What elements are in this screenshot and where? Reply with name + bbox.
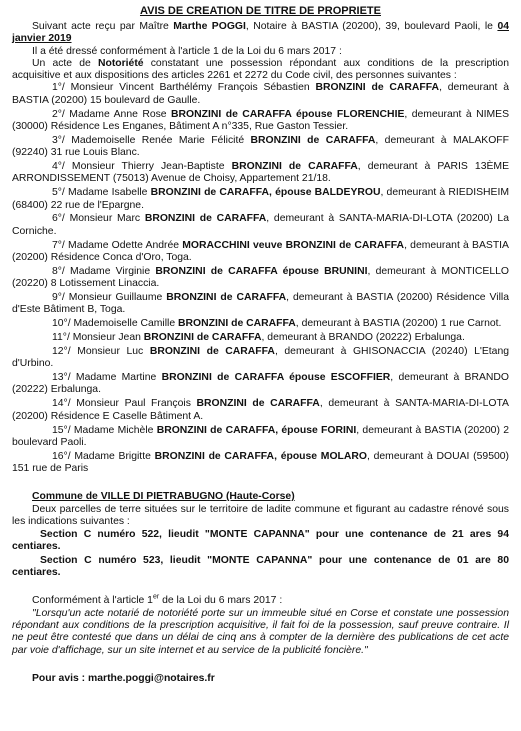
heir-address: , demeurant à DOUAI (59500) 151 rue de Paris [12,450,509,474]
heir-item [12,82,509,107]
legal-notice [12,4,509,685]
heir-address: , demeurant à BASTIA (20200) 1 rue Carnot. [295,318,502,330]
heir-address: , demeurant à BRANDO (20222) Erbalunga. [12,372,509,396]
commune-description: Deux parcelles de terre situées sur le territoire de ladite commune et figurant au cadastre rénové sous les indications suivantes : [12,503,509,527]
heir-identity: Madame Martine [75,372,162,384]
heir-identity: Mademoiselle Camille [73,318,179,330]
heir-identity: Madame Anne Rose [69,108,172,120]
heir-item [12,372,509,397]
heir-identity: Madame Michèle [73,424,157,436]
law-intro-prefix: Conformément à l'article 1 [32,595,153,607]
heir-address: , demeurant à MALAKOFF (92240) 31 rue Louis Blanc. [12,134,509,159]
heir-surname: BRONZINI de CARAFFA [144,213,267,225]
parcel-item: Section C numéro 522, lieudit "MONTE CAPANNA" pour une contenance de 21 ares 94 centiares. [12,529,509,553]
heir-address: , demeurant à NIMES (30000) Résidence Les Enganes, Bâtiment A n°335, Rue Gaston Tessier. [12,108,510,132]
contact-line: Pour avis : marthe.poggi@notaires.fr [32,672,215,684]
intro-address: , Notaire à BASTIA (20200), 39, boulevard Paoli, le [245,21,498,32]
heirs-list [12,82,509,475]
heir-item [12,161,509,186]
spacer [12,475,509,491]
notoriety-text: constatant une possession répondant aux conditions de la prescription acquisitive et aux dispositions des articles 2261 et 2272 du Code civil, des personnes suivantes : [12,57,509,82]
parcel-item: Section C numéro 523, lieudit "MONTE CAPANNA" pour une contenance de 01 are 80 centiares. [12,554,509,579]
heir-surname: BRONZINI de CARAFFA [231,161,358,173]
heir-item [12,213,509,238]
heir-number: 10°/ [52,318,71,330]
heir-surname: BRONZINI de CARAFFA épouse FLORENCHIE [171,108,405,120]
heir-surname: BRONZINI de CARAFFA [166,291,287,303]
heir-identity: Mademoiselle Renée Marie Félicité [71,134,251,146]
heir-surname: MORACCHINI veuve BRONZINI de CARAFFA [182,239,405,251]
heir-identity: Madame Virginie [70,265,156,277]
heir-address: , demeurant à BASTIA (20200) Résidence Conca d'Oro, Toga. [12,239,509,263]
heir-number: 4°/ [52,161,65,173]
law-intro-sup: er [152,593,160,601]
heir-surname: BRONZINI de CARAFFA [196,398,320,410]
heir-item [12,266,509,291]
heir-surname: BRONZINI de CARAFFA [250,134,376,146]
deed-date: 04 janvier 2019 [12,21,509,45]
heir-surname: BRONZINI de CARAFFA [178,318,296,330]
heir-identity: Madame Isabelle [68,187,151,199]
heir-identity: Monsieur Guillaume [68,291,167,303]
heir-item [12,135,509,160]
heir-surname: BRONZINI de CARAFFA, épouse FORINI [156,424,357,436]
heir-surname: BRONZINI de CARAFFA, épouse MOLARO [154,450,367,462]
heir-item [12,318,509,330]
heir-number: 1°/ [52,82,65,94]
heir-address: , demeurant à RIEDISHEIM (68400) 22 rue de l'Epargne. [12,187,510,211]
heir-identity: Monsieur Vincent Barthélémy François Sébastien [70,82,316,94]
law-intro-suffix: de la Loi du 6 mars 2017 : [159,595,283,607]
heir-identity: Monsieur Luc [77,345,150,357]
heir-number: 6°/ [52,213,65,225]
law-intro [12,595,509,607]
heir-address: , demeurant à SANTA-MARIA-DI-LOTA (20200) Résidence E Caselle Bâtiment A. [12,398,509,422]
heir-identity: Monsieur Thierry Jean-Baptiste [71,161,232,173]
notice-title: AVIS DE CREATION DE TITRE DE PROPRIETE [139,5,381,17]
heir-number: 7°/ [52,239,65,251]
spacer [12,657,509,673]
heir-address: , demeurant à GHISONACCIA (20240) L'Etang d'Urbino. [12,345,510,370]
heir-number: 2°/ [52,108,65,120]
heir-surname: BRONZINI de CARAFFA, épouse BALDEYROU [150,187,381,199]
heir-item [12,187,509,212]
heir-address: , demeurant à BASTIA (20200) 2 boulevard Paoli. [12,424,509,448]
heir-surname: BRONZINI de CARAFFA épouse ESCOFFIER [161,372,391,384]
heir-number: 16°/ [52,450,71,462]
heir-surname: BRONZINI de CARAFFA [143,332,262,344]
notary-name: Marthe POGGI [173,21,246,32]
law-reference-paragraph: Il a été dressé conformément à l'article 1 de la Loi du 6 mars 2017 : [32,45,342,57]
heir-address: , demeurant à BASTIA (20200) 15 boulevard de Gaulle. [12,82,510,106]
heir-number: 11°/ [52,332,70,344]
spacer [12,579,509,595]
heir-address: , demeurant à MONTICELLO (20220) 8 Lotissement Linaccia. [12,265,509,290]
heir-address: , demeurant à BASTIA (20200) Résidence Villa d'Este Bâtiment B, Toga. [12,291,509,316]
heir-item [12,292,509,317]
intro-paragraph [12,21,509,46]
heir-item [12,425,509,450]
heir-number: 5°/ [52,187,65,199]
heir-identity: Monsieur Paul François [76,398,197,410]
heir-surname: BRONZINI de CARAFFA épouse BRUNINI [155,265,368,277]
heir-identity: Monsieur Jean [72,332,144,344]
heir-address: , demeurant à PARIS 13ÈME ARRONDISSEMENT (75013) Avenue de Choisy, Appartement 21/18. [12,161,509,185]
notoriety-prefix: Un acte de [32,57,98,69]
heir-number: 9°/ [52,291,65,303]
notoriety-paragraph [12,58,509,83]
heir-number: 14°/ [52,398,71,410]
heir-identity: Madame Odette Andrée [68,239,183,251]
notoriety-term: Notoriété [97,57,144,69]
law-quote: "Lorsqu'un acte notarié de notoriété porte sur un immeuble situé en Corse et constate une possession répondant aux conditions de la prescription acquisitive, il fait foi de la possession, sauf preuve contraire. Il ne peut être contesté que dans un délai de cinq ans à compter de la dernière des publications de cet acte par voie d'affichage, sur un site internet et au service de la publicité foncière." [12,607,509,656]
intro-prefix: Suivant acte reçu par Maître [32,21,174,32]
heir-item [12,398,509,423]
heir-number: 8°/ [52,265,65,277]
heir-item [12,451,509,476]
heir-number: 12°/ [52,345,71,357]
heir-number: 3°/ [52,134,65,146]
heir-item [12,240,509,265]
heir-identity: Madame Brigitte [74,450,155,462]
heir-identity: Monsieur Marc [69,213,145,225]
heir-item [12,332,509,344]
heir-surname: BRONZINI de CARAFFA [315,82,440,94]
heir-surname: BRONZINI de CARAFFA [149,345,275,357]
heir-item [12,346,509,371]
commune-heading: Commune de VILLE DI PIETRABUGNO (Haute-Corse) [32,491,295,503]
heir-item [12,109,509,134]
heir-number: 15°/ [52,424,71,436]
heir-address: , demeurant à SANTA-MARIA-DI-LOTA (20200) La Corniche. [12,213,509,237]
heir-address: , demeurant à BRANDO (20222) Erbalunga. [261,332,465,344]
heir-number: 13°/ [52,372,71,384]
